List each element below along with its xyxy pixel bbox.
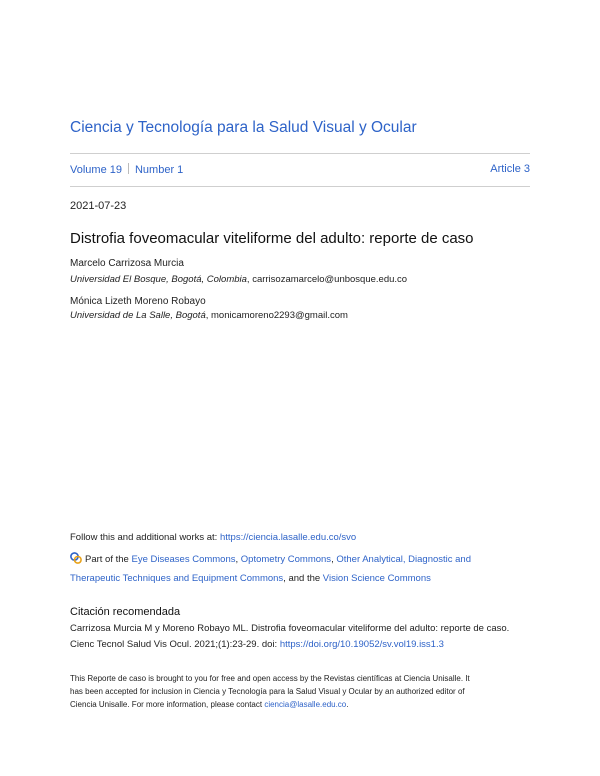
journal-title-link[interactable]: Ciencia y Tecnología para la Salud Visual y Ocular — [70, 119, 417, 136]
part-of-commons — [70, 550, 530, 588]
part-of-sep-1: , — [235, 554, 241, 565]
notice-end: . — [346, 700, 349, 709]
citation-heading: Citación recomendada — [70, 606, 181, 618]
notice-line-1: This Reporte de caso is brought to you for free and open access by the Revistas científicas at Ciencia Unisalle. It — [70, 674, 470, 683]
affiliation-comma-2: , — [205, 310, 212, 321]
article-link[interactable]: Article 3 — [490, 163, 530, 175]
volume-link[interactable]: Volume 19 — [70, 164, 122, 176]
eye-diseases-commons-link[interactable]: Eye Diseases Commons — [131, 554, 236, 565]
vision-science-commons-link[interactable]: Vision Science Commons — [322, 573, 431, 584]
divider-top — [70, 153, 530, 154]
access-notice — [70, 672, 530, 711]
citation-text — [70, 621, 530, 653]
author-affiliation-2 — [70, 310, 348, 321]
citation-line-1: Carrizosa Murcia M y Moreno Robayo ML. Distrofia foveomacular viteliforme del adulto: reporte de caso. — [70, 623, 510, 634]
notice-line-2: has been accepted for inclusion in Ciencia y Tecnología para la Salud Visual y Ocular by an authorized editor of — [70, 687, 465, 696]
issue-separator — [128, 163, 129, 174]
part-of-prefix: Part of the — [85, 554, 132, 565]
divider-bottom — [70, 186, 530, 187]
author-email-2: monicamoreno2293@gmail.com — [211, 310, 348, 321]
follow-prefix: Follow this and additional works at: — [70, 532, 220, 543]
repository-link[interactable]: https://ciencia.lasalle.edu.co/svo — [219, 532, 357, 543]
bepress-commons-icon — [70, 552, 82, 564]
citation-line-2: Cienc Tecnol Salud Vis Ocul. 2021;(1):23-29. doi: — [70, 639, 280, 650]
author-name-1: Marcelo Carrizosa Murcia — [70, 258, 184, 269]
number-link[interactable]: Number 1 — [134, 164, 184, 176]
other-analytical-commons-link[interactable]: Other Analytical, Diagnostic and — [336, 554, 471, 565]
publication-date: 2021-07-23 — [70, 200, 127, 212]
issue-row — [70, 163, 530, 176]
article-title: Distrofia foveomacular viteliforme del adulto: reporte de caso — [70, 230, 474, 247]
author-name-2: Mónica Lizeth Moreno Robayo — [70, 296, 206, 307]
part-of-sep-2: , — [331, 554, 337, 565]
author-affiliation-1 — [70, 274, 407, 285]
notice-line-3: Ciencia Unisalle. For more information, please contact — [70, 700, 265, 709]
therapeutic-techniques-commons-link[interactable]: Therapeutic Techniques and Equipment Commons — [70, 573, 284, 584]
contact-email-link[interactable]: ciencia@lasalle.edu.co — [264, 700, 347, 709]
follow-line — [70, 532, 356, 543]
affiliation-text-1: Universidad El Bosque, Bogotá, Colombia — [70, 274, 247, 285]
affiliation-text-2: Universidad de La Salle, Bogotá — [70, 310, 206, 321]
optometry-commons-link[interactable]: Optometry Commons — [240, 554, 332, 565]
part-of-sep-3: , and the — [283, 573, 323, 584]
affiliation-comma-1: , — [246, 274, 253, 285]
author-email-1: carrisozamarcelo@unbosque.edu.co — [252, 274, 408, 285]
doi-link[interactable]: https://doi.org/10.19052/sv.vol19.iss1.3 — [279, 639, 444, 650]
